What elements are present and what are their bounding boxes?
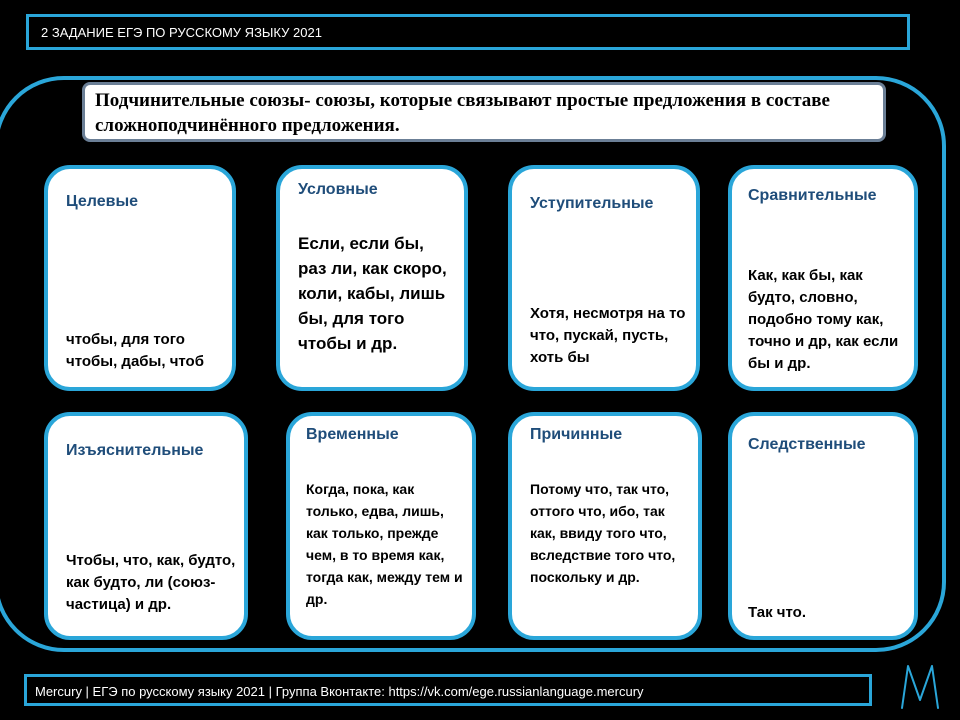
footer-text: Mercury | ЕГЭ по русскому языку 2021 | Группа Вконтакте: https://vk.com/ege.russianlanguage.mercury	[35, 684, 644, 699]
card-title: Следственные	[748, 436, 866, 453]
card-vremennye	[286, 412, 476, 640]
card-title: Целевые	[66, 193, 139, 210]
footer-bar	[24, 674, 872, 706]
card-text: Когда, пока, как только, едва, лишь, как только, прежде чем, в то время как, тогда как, между тем и др.	[306, 481, 463, 607]
card-text: Так что.	[748, 604, 806, 621]
card-text: Если, если бы, раз ли, как скоро, коли, кабы, лишь бы, для того чтобы и др.	[298, 234, 447, 353]
card-prichinnye	[508, 412, 702, 640]
card-text: чтобы, для того чтобы, дабы, чтоб	[66, 331, 204, 370]
card-sravnitelnye	[728, 165, 918, 391]
header-title: 2 ЗАДАНИЕ ЕГЭ ПО РУССКОМУ ЯЗЫКУ 2021	[41, 25, 322, 40]
card-uslovnye	[276, 165, 468, 391]
card-title: Условные	[298, 181, 378, 198]
header-bar	[26, 14, 910, 50]
definition-box: Подчинительные союзы- союзы, которые связывают простые предложения в составе сложноподчинённого предложения.	[82, 82, 886, 142]
card-title: Сравнительные	[748, 187, 877, 204]
card-text: Потому что, так что, оттого что, ибо, так как, ввиду того что, вследствие того что, поскольку и др.	[530, 481, 676, 585]
card-izyasnitelnye	[44, 412, 248, 640]
card-text: Хотя, несмотря на то что, пускай, пусть, хоть бы	[530, 305, 686, 366]
card-celevye	[44, 165, 236, 391]
card-title: Изъяснительные	[66, 442, 204, 459]
card-text: Чтобы, что, как, будто, как будто, ли (союз-частица) и др.	[66, 552, 236, 613]
card-ustupitelnye	[508, 165, 700, 391]
card-title: Уступительные	[530, 195, 654, 212]
card-title: Причинные	[530, 426, 623, 443]
card-title: Временные	[306, 426, 399, 443]
card-sledstvennye	[728, 412, 918, 640]
card-text: Как, как бы, как будто, словно, подобно тому как, точно и др, как если бы и др.	[748, 267, 899, 372]
mercury-m-logo-icon	[896, 660, 944, 712]
